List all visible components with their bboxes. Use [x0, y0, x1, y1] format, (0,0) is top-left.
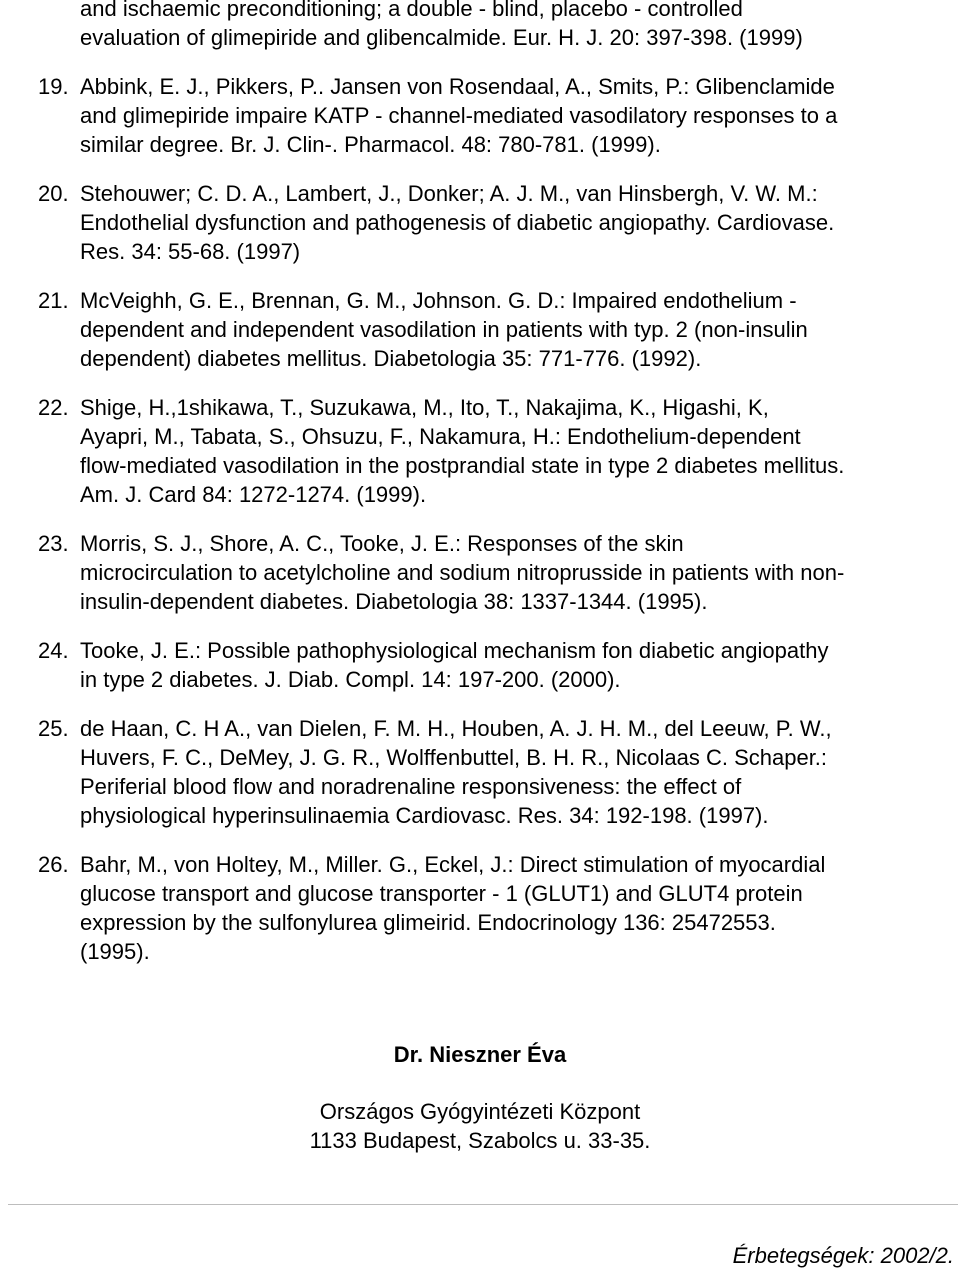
- reference-text-line: microcirculation to acetylcholine and sodium nitroprusside in patients with non-: [80, 560, 845, 585]
- reference-item: [0, 0, 960, 52]
- reference-text-line: (1995).: [80, 939, 150, 964]
- reference-text-line: Endothelial dysfunction and pathogenesis of diabetic angiopathy. Cardiovase.: [80, 210, 835, 235]
- reference-number: 26.: [38, 852, 69, 877]
- reference-text-line: Ayapri, M., Tabata, S., Ohsuzu, F., Nakamura, H.: Endothelium-dependent: [80, 424, 801, 449]
- footer-divider: [8, 1204, 958, 1205]
- reference-number: 24.: [38, 638, 69, 663]
- reference-text-line: Huvers, F. C., DeMey, J. G. R., Wolffenbuttel, B. H. R., Nicolaas C. Schaper.:: [80, 745, 828, 770]
- reference-text-line: Morris, S. J., Shore, A. C., Tooke, J. E.: Responses of the skin: [80, 531, 684, 556]
- author-name: Dr. Nieszner Éva: [393, 1042, 567, 1067]
- reference-text-line: insulin-dependent diabetes. Diabetologia 38: 1337-1344. (1995).: [80, 589, 708, 614]
- reference-text-line: in type 2 diabetes. J. Diab. Compl. 14: 197-200. (2000).: [80, 667, 621, 692]
- reference-number: 20.: [38, 181, 69, 206]
- reference-text-line: Periferial blood flow and noradrenaline responsiveness: the effect of: [80, 774, 742, 799]
- reference-text-line: evaluation of glimepiride and glibencalmide. Eur. H. J. 20: 397-398. (1999): [80, 25, 803, 50]
- reference-text-line: flow-mediated vasodilation in the postprandial state in type 2 diabetes mellitus.: [80, 453, 845, 478]
- reference-item: [0, 850, 960, 966]
- reference-number: 22.: [38, 395, 69, 420]
- reference-text-line: expression by the sulfonylurea glimeirid. Endocrinology 136: 25472553.: [80, 910, 776, 935]
- reference-text-line: physiological hyperinsulinaemia Cardiovasc. Res. 34: 192-198. (1997).: [80, 803, 769, 828]
- reference-text-line: Abbink, E. J., Pikkers, P.. Jansen von Rosendaal, A., Smits, P.: Glibenclamide: [80, 74, 835, 99]
- reference-text-line: similar degree. Br. J. Clin-. Pharmacol. 48: 780-781. (1999).: [80, 132, 661, 157]
- reference-text-line: Bahr, M., von Holtey, M., Miller. G., Eckel, J.: Direct stimulation of myocardial: [80, 852, 826, 877]
- reference-item: [0, 286, 960, 373]
- reference-text-line: dependent and independent vasodilation in patients with typ. 2 (non-insulin: [80, 317, 808, 342]
- reference-text-line: and ischaemic preconditioning; a double - blind, placebo - controlled: [80, 0, 743, 21]
- reference-text-line: Stehouwer; C. D. A., Lambert, J., Donker; A. J. M., van Hinsbergh, V. W. M.:: [80, 181, 818, 206]
- author-institute: Országos Gyógyintézeti Központ: [319, 1099, 641, 1124]
- reference-text-line: McVeighh, G. E., Brennan, G. M., Johnson. G. D.: Impaired endothelium -: [80, 288, 797, 313]
- reference-text-line: and glimepiride impaire KATP - channel-mediated vasodilatory responses to a: [80, 103, 838, 128]
- reference-item: [0, 179, 960, 266]
- reference-text-line: glucose transport and glucose transporter - 1 (GLUT1) and GLUT4 protein: [80, 881, 803, 906]
- reference-text-line: de Haan, C. H A., van Dielen, F. M. H., Houben, A. J. H. M., del Leeuw, P. W.,: [80, 716, 832, 741]
- reference-item: [0, 72, 960, 159]
- reference-number: 19.: [38, 74, 69, 99]
- journal-footer: Érbetegségek: 2002/2.: [732, 1243, 954, 1268]
- reference-text-line: dependent) diabetes mellitus. Diabetologia 35: 771-776. (1992).: [80, 346, 702, 371]
- author-address: 1133 Budapest, Szabolcs u. 33-35.: [309, 1128, 651, 1153]
- reference-text-line: Shige, H.,1shikawa, T., Suzukawa, M., Ito, T., Nakajima, K., Higashi, K,: [80, 395, 769, 420]
- reference-number: 23.: [38, 531, 69, 556]
- reference-text-line: Res. 34: 55-68. (1997): [80, 239, 301, 264]
- reference-text-line: Am. J. Card 84: 1272-1274. (1999).: [80, 482, 427, 507]
- reference-item: [0, 636, 960, 694]
- reference-item: [0, 714, 960, 830]
- reference-item: [0, 393, 960, 509]
- reference-text-line: Tooke, J. E.: Possible pathophysiological mechanism fon diabetic angiopathy: [80, 638, 829, 663]
- reference-number: 21.: [38, 288, 69, 313]
- reference-item: [0, 529, 960, 616]
- reference-number: 25.: [38, 716, 69, 741]
